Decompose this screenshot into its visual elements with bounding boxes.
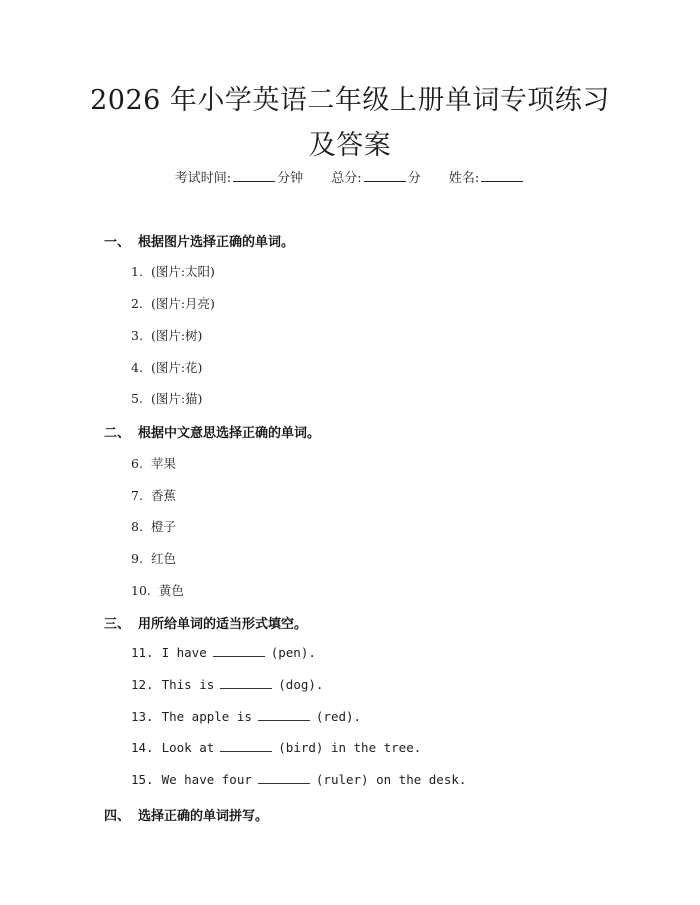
question-item [131,358,202,376]
question-hint: (pen). [270,645,316,660]
section-title: 根据中文意思选择正确的单词。 [138,426,321,441]
section-heading [104,805,268,824]
time-blank[interactable] [233,169,275,182]
question-number: 14. [131,740,154,755]
question-text: 红色 [150,551,176,566]
section-heading [104,613,307,632]
question-hint: (dog). [278,677,324,692]
question-item [131,294,215,312]
question-item [131,389,202,407]
question-item [131,262,215,280]
section-heading [104,422,320,441]
question-number: 2. [131,296,143,311]
total-score [331,167,420,186]
exam-meta [0,167,700,186]
question-item [131,517,176,535]
section-heading [104,231,294,250]
question-hint: (bird) in the tree. [278,740,422,755]
question-text: 香蕉 [150,488,176,503]
section-title: 用所给单词的适当形式填空。 [138,617,308,632]
section-title: 选择正确的单词拼写。 [138,809,269,824]
question-hint: (red). [315,709,362,724]
question-number: 12. [131,677,154,692]
question-text: I have [161,645,207,660]
question-number: 4. [131,360,143,375]
question-item [131,645,316,660]
answer-blank[interactable] [258,772,310,784]
question-number: 7. [131,488,143,503]
question-number: 8. [131,519,143,534]
question-text: (图片:太阳) [150,264,215,279]
question-item [131,549,176,567]
answer-blank[interactable] [213,645,265,657]
answer-blank[interactable] [220,740,272,752]
time-unit: 分钟 [277,171,304,186]
score-label: 总分: [331,171,362,186]
section-number: 一、 [104,235,131,250]
score-blank[interactable] [364,169,406,182]
question-item [131,740,421,755]
answer-blank[interactable] [258,709,310,721]
question-text: 苹果 [150,456,176,471]
question-text: (图片:树) [150,328,203,343]
question-number: 9. [131,551,143,566]
question-number: 6. [131,456,143,471]
section-title: 根据图片选择正确的单词。 [138,235,295,250]
question-text: 橙子 [150,519,176,534]
question-text: We have four [161,772,252,787]
student-name [449,167,525,186]
question-item [131,581,184,599]
question-number: 10. [131,583,151,598]
question-number: 3. [131,328,143,343]
answer-blank[interactable] [220,677,272,689]
question-text: The apple is [161,709,252,724]
section-number: 二、 [104,426,131,441]
question-item [131,326,202,344]
question-item [131,709,361,724]
question-text: This is [161,677,215,692]
page-title: 2026 年小学英语二年级上册单词专项练习及答案 [90,85,610,161]
time-label: 考试时间: [174,171,232,186]
section-number: 四、 [104,809,131,824]
question-number: 5. [131,391,143,406]
score-unit: 分 [407,171,421,186]
question-text: 黄色 [158,583,184,598]
question-item [131,486,176,504]
name-blank[interactable] [481,169,523,182]
question-text: (图片:花) [150,360,203,375]
section-number: 三、 [104,617,131,632]
question-item [131,772,466,787]
question-number: 11. [131,645,154,660]
question-text: Look at [161,740,215,755]
question-item [131,454,176,472]
question-number: 15. [131,772,154,787]
question-number: 13. [131,709,154,724]
question-number: 1. [131,264,143,279]
exam-time [175,167,303,186]
question-hint: (ruler) on the desk. [315,772,467,787]
name-label: 姓名: [448,171,480,186]
question-text: (图片:猫) [150,391,203,406]
question-text: (图片:月亮) [150,296,215,311]
question-item [131,677,323,692]
